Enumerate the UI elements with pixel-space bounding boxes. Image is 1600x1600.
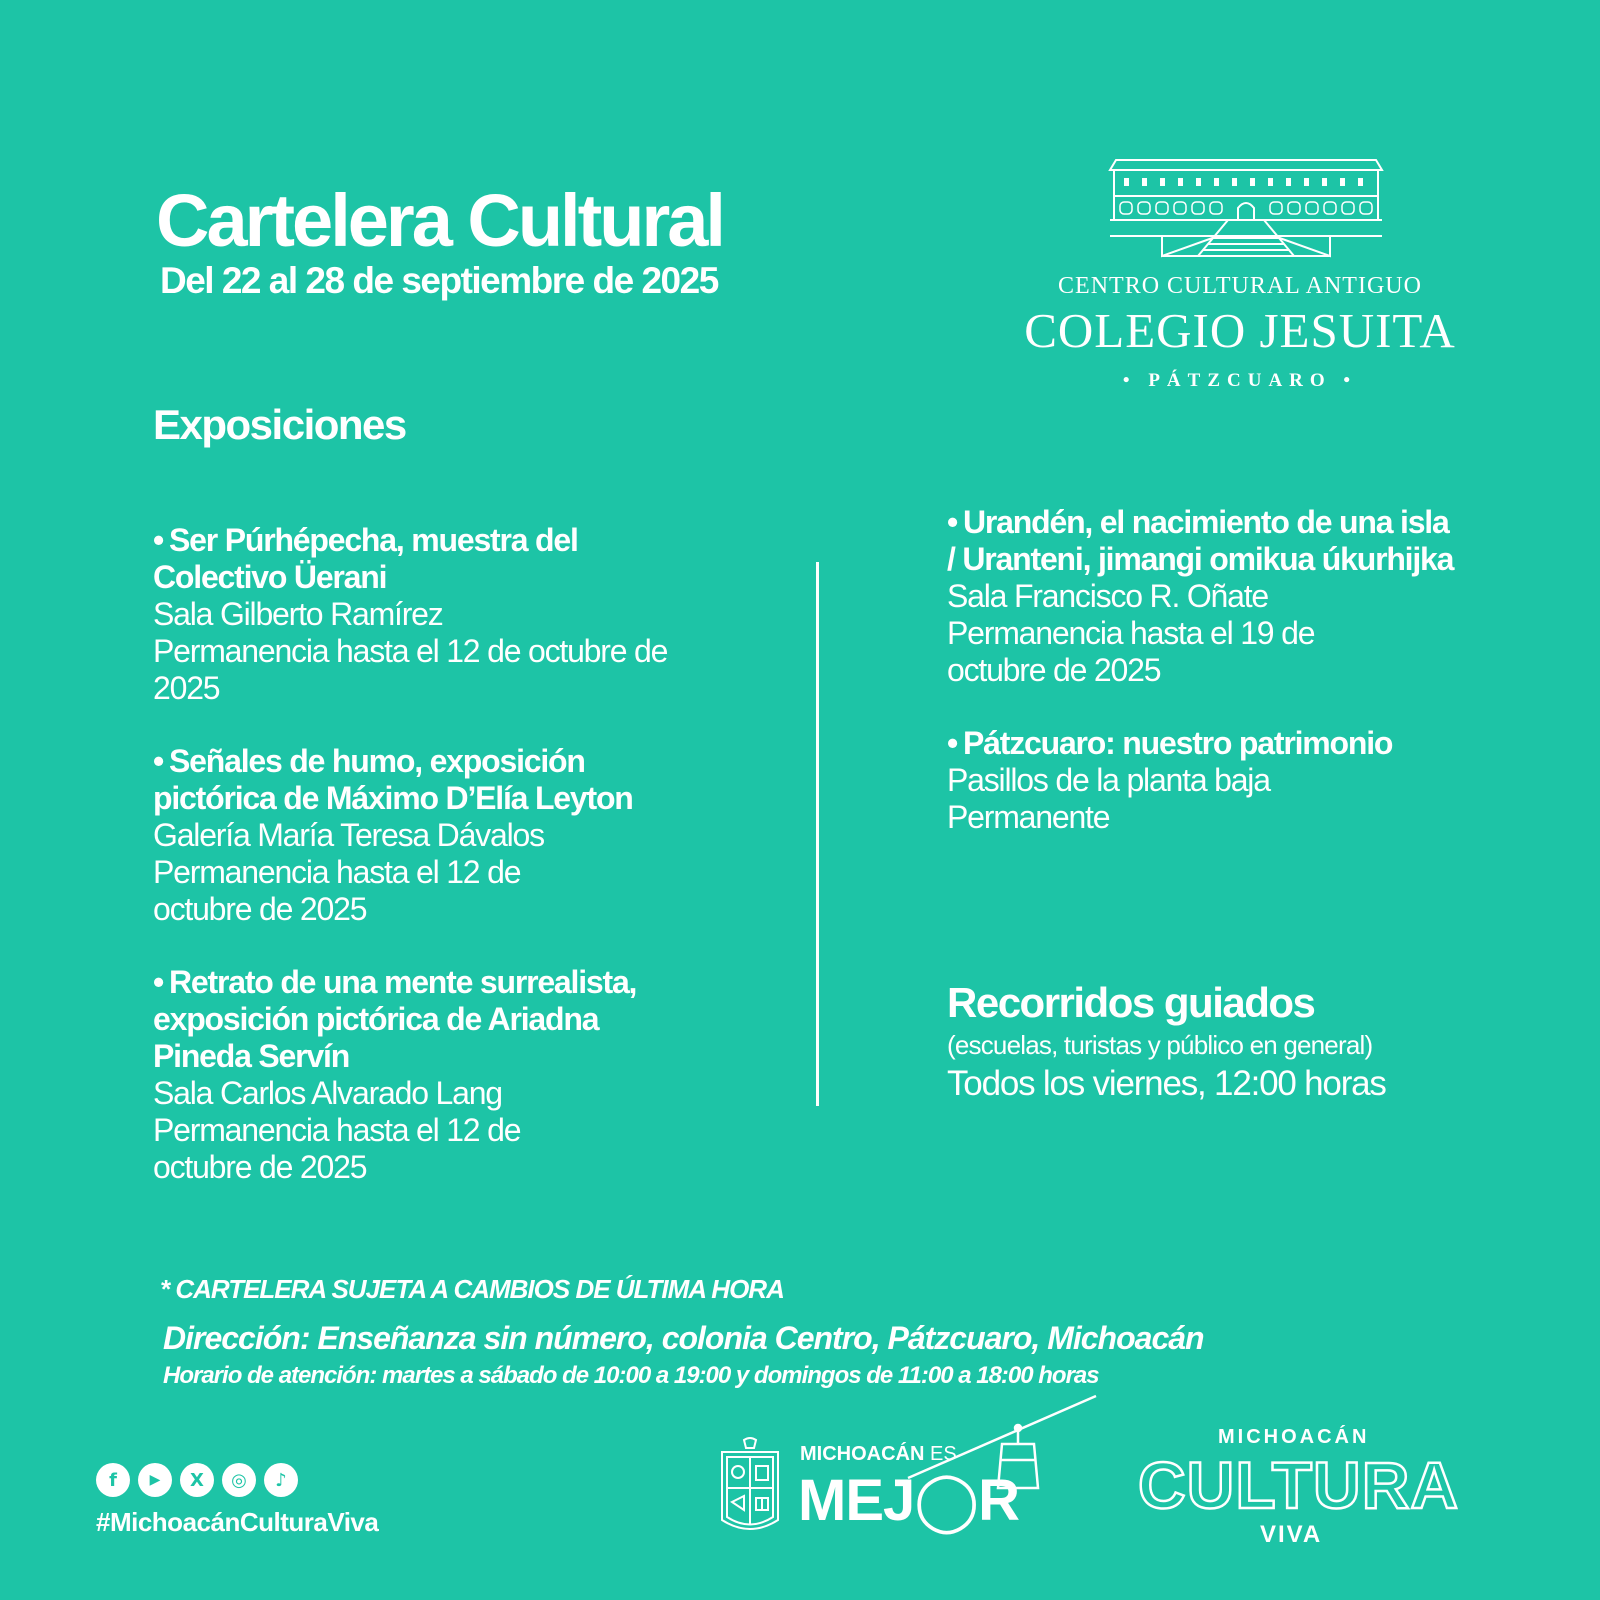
disclaimer: * CARTELERA SUJETA A CAMBIOS DE ÚLTIMA HORA [160, 1274, 784, 1304]
exposition-name [153, 743, 683, 817]
exposition-name-text: Retrato de una mente surrealista, exposición pictórica de Ariadna Pineda Servín [153, 964, 637, 1074]
brand-mejor-top-b: ES [930, 1443, 957, 1465]
venue-logo [990, 158, 1490, 390]
exposition-venue: Sala Gilberto Ramírez [153, 596, 443, 632]
instagram-icon[interactable]: ◎ [222, 1463, 256, 1497]
exposition-dates: Permanencia hasta el 12 de octubre de 2025 [153, 633, 668, 706]
page-title: Cartelera Cultural [156, 179, 723, 262]
opening-hours: Horario de atención: martes a sábado de 10:00 a 19:00 y domingos de 11:00 a 18:00 horas [163, 1362, 1099, 1389]
building-icon [1108, 158, 1384, 258]
brand-cultura-top: MICHOACÁN [1218, 1426, 1370, 1448]
exposition-venue: Pasillos de la planta baja [947, 762, 1270, 798]
bullet: • [947, 504, 958, 540]
tours-note: (escuelas, turistas y público en general) [947, 1030, 1373, 1060]
exposition-item [947, 725, 1477, 836]
tiktok-icon[interactable]: ♪ [264, 1463, 298, 1497]
exposition-dates: Permanencia hasta el 12 de octubre de 2025 [153, 1112, 521, 1185]
date-range: Del 22 al 28 de septiembre de 2025 [160, 260, 718, 301]
logo-line-2: COLEGIO JESUITA [1024, 303, 1456, 358]
guided-tours [947, 979, 1507, 1103]
exposition-dates: Permanencia hasta el 12 de octubre de 2025 [153, 854, 521, 927]
tours-title: Recorridos guiados [947, 979, 1315, 1026]
exposition-name-text: Señales de humo, exposición pictórica de Máximo D’Elía Leyton [153, 743, 633, 816]
exposition-name [947, 725, 1477, 762]
logo-line-1: CENTRO CULTURAL ANTIGUO [1058, 273, 1422, 299]
bullet: • [153, 743, 164, 779]
address: Dirección: Enseñanza sin número, colonia Centro, Pátzcuaro, Michoacán [163, 1320, 1204, 1356]
hashtag: #MichoacánCulturaViva [96, 1507, 379, 1537]
bullet: • [947, 725, 958, 761]
exposition-dates: Permanencia hasta el 19 de octubre de 2025 [947, 615, 1315, 688]
facebook-icon[interactable]: f [96, 1463, 130, 1497]
brand-mejor-word: MEJ◯R [798, 1468, 1020, 1533]
exposition-name-text: Ser Púrhépecha, muestra del Colectivo Üerani [153, 522, 578, 595]
coat-of-arms-icon [718, 1436, 782, 1540]
social-icons [96, 1463, 298, 1497]
exposition-dates: Permanente [947, 799, 1110, 835]
logo-line-3: • PÁTZCUARO • [1122, 370, 1358, 391]
exposition-venue: Galería María Teresa Dávalos [153, 817, 544, 853]
exposition-name [947, 504, 1457, 578]
brand-cultura-word: CULTURA [1138, 1448, 1460, 1522]
exposition-item [947, 504, 1477, 689]
bullet: • [153, 522, 164, 558]
exposition-venue: Sala Carlos Alvarado Lang [153, 1075, 502, 1111]
exposition-name [153, 964, 683, 1075]
expositions-left-column [153, 522, 683, 1222]
exposition-item [153, 964, 683, 1186]
exposition-name [153, 522, 683, 596]
x-icon[interactable]: X [180, 1463, 214, 1497]
bullet: • [153, 964, 164, 1000]
tours-schedule: Todos los viernes, 12:00 horas [947, 1064, 1386, 1103]
exposition-item [153, 743, 683, 928]
column-divider [816, 562, 819, 1106]
exposition-item [153, 522, 683, 707]
section-title-exposiciones: Exposiciones [153, 401, 406, 448]
brand-cultura-bottom: VIVA [1260, 1521, 1323, 1548]
youtube-icon[interactable]: ▶ [138, 1463, 172, 1497]
exposition-name-text: Urandén, el nacimiento de una isla / Uranteni, jimangi omikua úkurhijka [947, 504, 1454, 577]
exposition-venue: Sala Francisco R. Oñate [947, 578, 1268, 614]
expositions-right-column [947, 504, 1477, 872]
exposition-name-text: Pátzcuaro: nuestro patrimonio [963, 725, 1393, 761]
cable-car-icon [900, 1392, 1100, 1522]
brand-mejor-top-a: MICHOACÁN [800, 1443, 925, 1465]
